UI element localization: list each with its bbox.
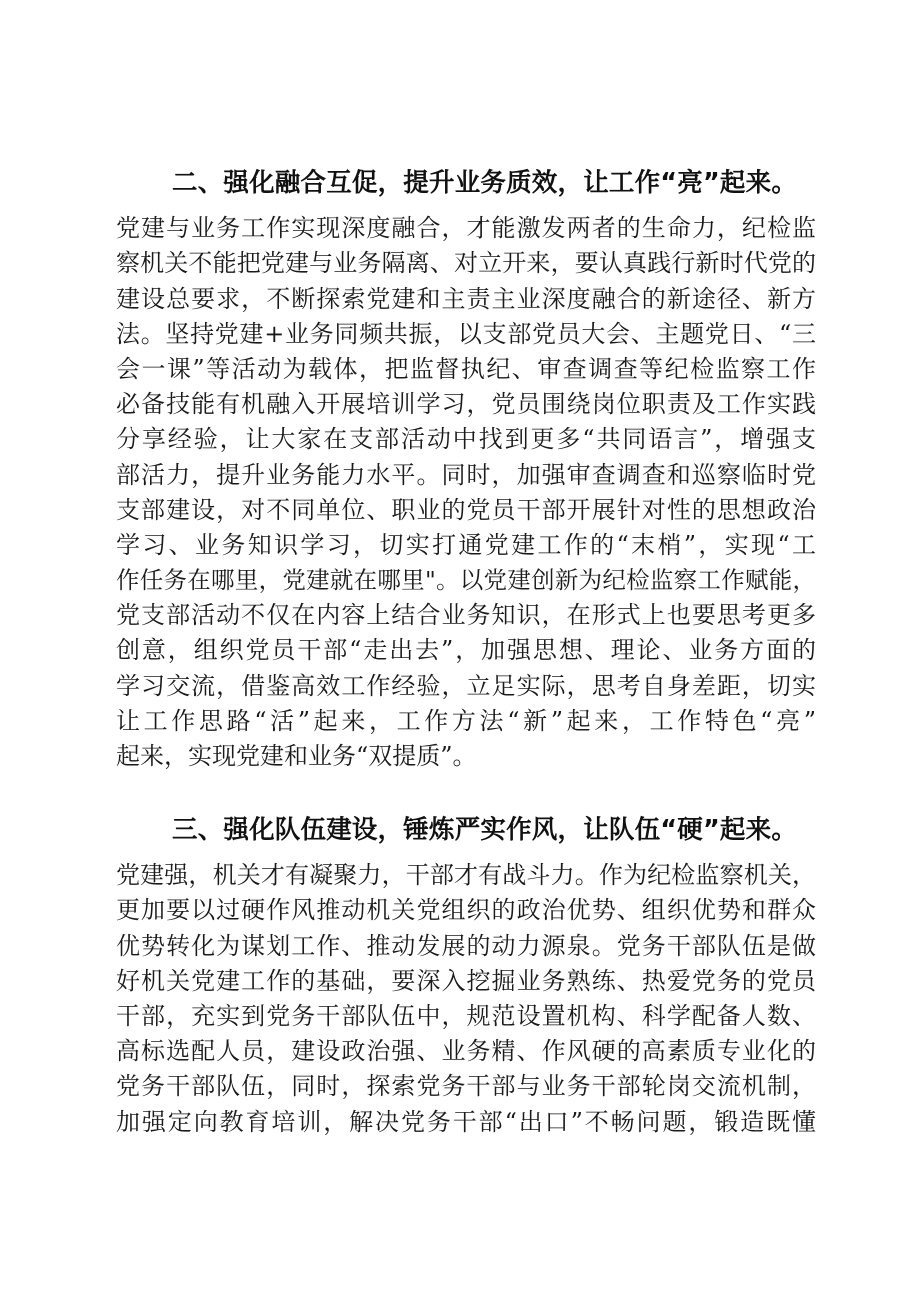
paragraph-line: 党务干部队伍，同时，探索党务干部与业务干部轮岗交流机制， [116,1072,816,1101]
section-heading: 二、强化融合互促，提升业务质效，让工作“亮”起来。 [172,168,798,198]
paragraph-line: 学习交流，借鉴高效工作经验，立足实际，思考自身差距，切实 [116,671,816,700]
paragraph-line: 支部建设，对不同单位、职业的党员干部开展针对性的思想政治 [116,495,816,524]
section-heading: 三、强化队伍建设，锤炼严实作风，让队伍“硬”起来。 [172,815,798,845]
paragraph-line: 法。坚持党建+业务同频共振，以支部党员大会、主题党日、“三 [116,319,816,348]
section-body [116,823,816,1140]
paragraph-line: 必备技能有机融入开展培训学习，党员围绕岗位职责及工作实践 [116,390,816,419]
paragraph-line: 创意，组织党员干部“走出去”，加强思想、理论、业务方面的 [116,636,816,665]
paragraph-line: 让工作思路“活”起来，工作方法“新”起来，工作特色“亮” [116,706,816,735]
paragraph-line: 党建强，机关才有凝聚力，干部才有战斗力。作为纪检监察机关， [116,861,816,890]
paragraph-line: 更加要以过硬作风推动机关党组织的政治优势、组织优势和群众 [116,896,816,925]
paragraph-line: 党支部活动不仅在内容上结合业务知识，在形式上也要思考更多 [116,601,816,630]
paragraph-line: 干部，充实到党务干部队伍中，规范设置机构、科学配备人数、 [116,1001,816,1030]
paragraph-line: 起来，实现党建和业务“双提质”。 [116,742,477,770]
paragraph-line: 党建与业务工作实现深度融合，才能激发两者的生命力，纪检监 [116,214,816,243]
paragraph-line: 会一课”等活动为载体，把监督执纪、审查调查等纪检监察工作 [116,354,816,383]
heading-spacer [116,823,816,858]
paragraph-line: 好机关党建工作的基础，要深入挖掘业务熟练、热爱党务的党员 [116,966,816,995]
heading-spacer [116,176,816,211]
paragraph-line: 察机关不能把党建与业务隔离、对立开来，要认真践行新时代党的 [116,249,816,278]
paragraph-line: 部活力，提升业务能力水平。同时，加强审查调查和巡察临时党 [116,460,816,489]
paragraph-line: 分享经验，让大家在支部活动中找到更多“共同语言”，增强支 [116,425,816,454]
paragraph-line: 作任务在哪里，党建就在哪里"。以党建创新为纪检监察工作赋能， [116,566,816,595]
section-body [116,176,816,774]
paragraph-line: 加强定向教育培训，解决党务干部“出口”不畅问题，锻造既懂 [116,1107,816,1136]
paragraph-line: 建设总要求，不断探索党建和主责主业深度融合的新途径、新方 [116,284,816,313]
paragraph-line: 学习、业务知识学习，切实打通党建工作的“末梢”，实现“工 [116,530,816,559]
paragraph-line: 高标选配人员，建设政治强、业务精、作风硬的高素质专业化的 [116,1037,816,1066]
paragraph-line: 优势转化为谋划工作、推动发展的动力源泉。党务干部队伍是做 [116,931,816,960]
